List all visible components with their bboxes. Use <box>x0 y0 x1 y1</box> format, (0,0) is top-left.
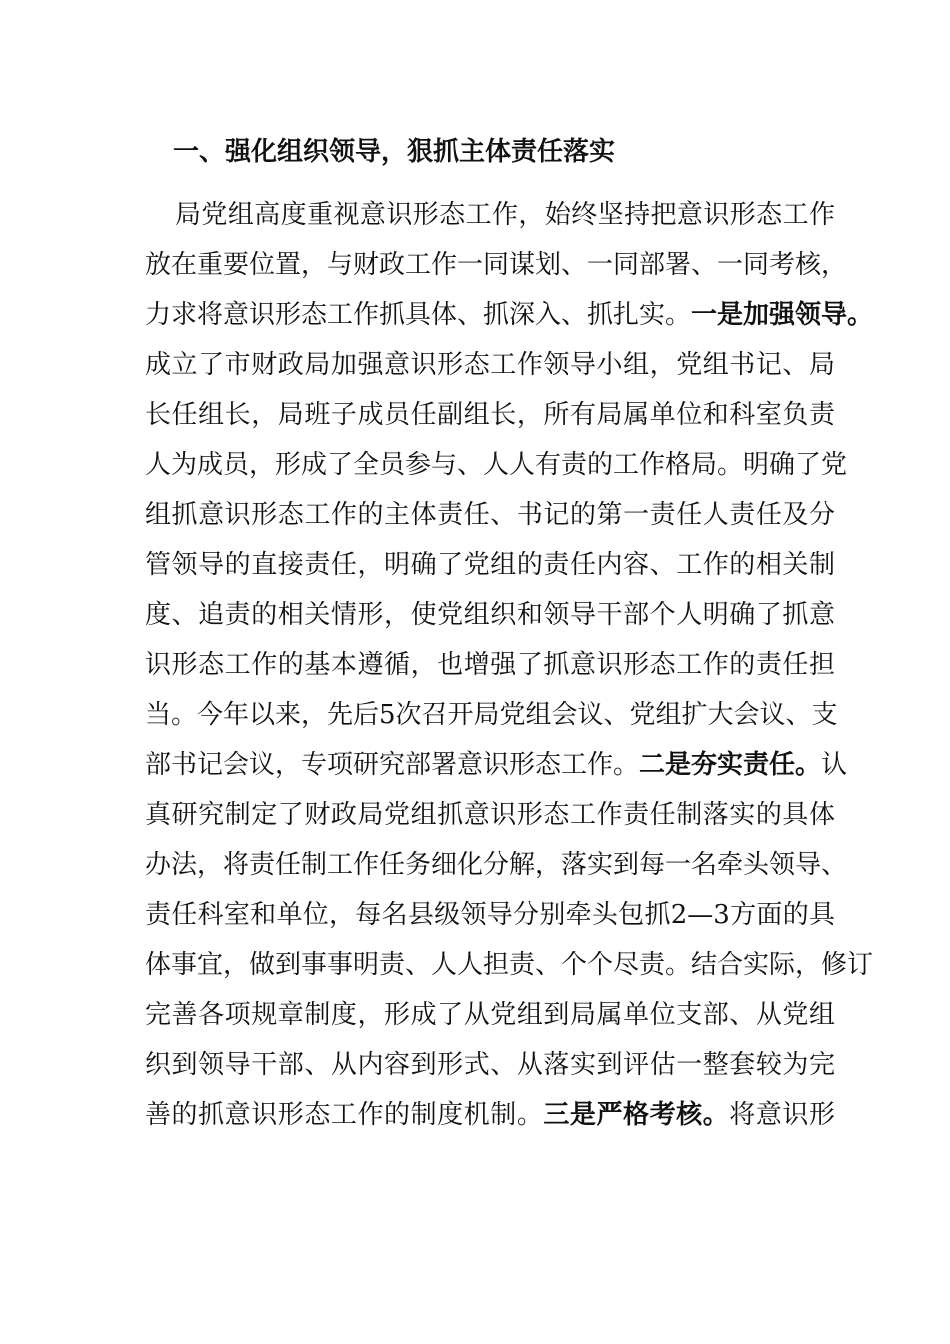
line-text: 组抓意识形态工作的主体责任、书记的第一责任人责任及分 <box>145 500 835 530</box>
line-text: 体事宜，做到事事明责、人人担责、个个尽责。结合实际，修订 <box>145 950 874 980</box>
section-heading: 一、强化组织领导，狠抓主体责任落实 <box>173 137 616 167</box>
line-text: 力求将意识形态工作抓具体、抓深入、抓扎实。 <box>145 300 692 330</box>
paragraph-line <box>145 640 835 690</box>
body-paragraph <box>145 190 874 1140</box>
paragraph-line <box>145 390 835 440</box>
line-text: 责任科室和单位，每名县级领导分别牵头包抓2—3方面的具 <box>145 900 835 930</box>
paragraph-line <box>145 840 848 890</box>
line-text: 部书记会议，专项研究部署意识形态工作。 <box>145 750 640 780</box>
paragraph-line <box>145 790 835 840</box>
paragraph-line <box>145 440 848 490</box>
paragraph-line <box>145 690 838 740</box>
paragraph-line <box>145 240 848 290</box>
line-text: 管领导的直接责任，明确了党组的责任内容、工作的相关制 <box>145 550 835 580</box>
paragraph-line <box>145 990 835 1040</box>
paragraph-line <box>145 590 835 640</box>
paragraph-line <box>145 540 835 590</box>
line-text: 成立了市财政局加强意识形态工作领导小组，党组书记、局 <box>145 350 835 380</box>
line-text: 度、追责的相关情形，使党组织和领导干部个人明确了抓意 <box>145 600 835 630</box>
line-text: 善的抓意识形态工作的制度机制。 <box>145 1100 544 1130</box>
paragraph-line <box>145 940 874 990</box>
paragraph-line <box>145 1040 835 1090</box>
paragraph-line <box>145 890 835 940</box>
paragraph-line <box>145 740 848 790</box>
line-text: 长任组长，局班子成员任副组长，所有局属单位和科室负责 <box>145 400 835 430</box>
line-text: 织到领导干部、从内容到形式、从落实到评估一整套较为完 <box>145 1050 835 1080</box>
line-text: 局党组高度重视意识形态工作，始终坚持把意识形态工作 <box>175 200 835 230</box>
line-text: 真研究制定了财政局党组抓意识形态工作责任制落实的具体 <box>145 800 835 830</box>
line-text: 将意识形 <box>729 1100 835 1130</box>
line-text: 完善各项规章制度，形成了从党组到局属单位支部、从党组 <box>145 1000 835 1030</box>
paragraph-line <box>145 490 835 540</box>
paragraph-line <box>145 340 835 390</box>
line-text: 办法，将责任制工作任务细化分解，落实到每一名牵头领导、 <box>145 850 848 880</box>
line-text: 认 <box>821 750 848 780</box>
bold-emphasis: 二是夯实责任。 <box>639 750 822 780</box>
paragraph-line <box>145 1090 835 1140</box>
line-text: 当。今年以来，先后5次召开局党组会议、党组扩大会议、支 <box>145 700 838 730</box>
line-text: 放在重要位置，与财政工作一同谋划、一同部署、一同考核， <box>145 250 848 280</box>
bold-emphasis: 三是严格考核。 <box>543 1100 730 1130</box>
paragraph-line <box>145 190 835 240</box>
paragraph-line <box>145 290 874 340</box>
line-text: 人为成员，形成了全员参与、人人有责的工作格局。明确了党 <box>145 450 848 480</box>
bold-emphasis: 一是加强领导。 <box>691 300 874 330</box>
line-text: 识形态工作的基本遵循，也增强了抓意识形态工作的责任担 <box>145 650 835 680</box>
